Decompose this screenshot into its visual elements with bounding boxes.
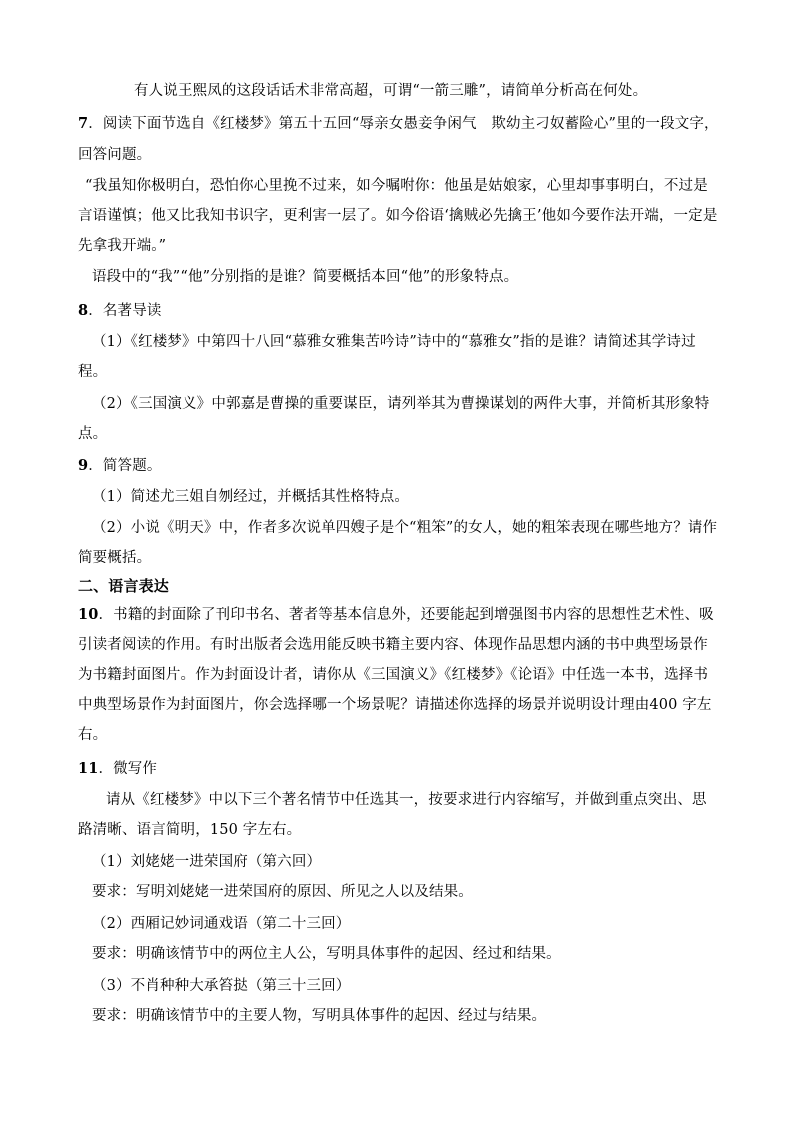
q11-option-1-req: 要求：写明刘姥姥一进荣国府的原因、所见之人以及结果。 — [92, 884, 473, 900]
q8-item-2-cont: 点。 — [78, 426, 108, 442]
q7-quote-line-3: 先拿我开端。” — [78, 238, 167, 254]
q9-title: 9．简答题。 — [78, 457, 162, 474]
q10-line-3: 为书籍封面图片。作为封面设计者，请你从《三国演义》《红楼梦》《论语》中任选一本书，选择书 — [78, 667, 709, 683]
q10-line-2: 引读者阅读的作用。有时出版者会选用能反映书籍主要内容、体现作品思想内涵的书中典型场景作 — [78, 637, 708, 653]
q8-item-1: （1）《红楼梦》中第四十八回“慕雅女雅集苦吟诗”诗中的“慕雅女”指的是谁？请简述其学诗过 — [92, 334, 696, 350]
q11-title: 11．微写作 — [78, 760, 158, 777]
q7-quote-line-2: 言语谨慎；他又比我知书识字，更利害一层了。如今俗语‘擒贼必先擒王’他如今要作法开端，一定是 — [78, 208, 718, 224]
question-number: 10 — [78, 606, 99, 623]
question-number: 7 — [78, 115, 89, 132]
q7-intro-cont: 回答问题。 — [78, 147, 152, 163]
q11-option-3-req: 要求：明确该情节中的主要人物，写明具体事件的起因、经过与结果。 — [92, 1008, 547, 1024]
q11-option-2-req: 要求：明确该情节中的两位主人公，写明具体事件的起因、经过和结果。 — [92, 946, 561, 962]
q6-prompt: 有人说王熙凤的这段话话术非常高超，可谓“一箭三雕”，请简单分析高在何处。 — [134, 83, 648, 99]
q11-line-1: 请从《红楼梦》中以下三个著名情节中任选其一，按要求进行内容缩写，并做到重点突出、思 — [106, 792, 707, 808]
q7-intro: 7．阅读下面节选自《红楼梦》第五十五回“辱亲女愚妾争闲气 欺幼主刁奴蓄险心”里的一段文字， — [78, 115, 719, 132]
q7-quote-line-1: “我虽知你极明白，恐怕你心里挽不过来，如今嘱咐你：他虽是姑娘家，心里却事事明白，不过是 — [85, 178, 708, 194]
q8-item-2: （2）《三国演义》中郭嘉是曹操的重要谋臣，请列举其为曹操谋划的两件大事，并简析其形象特 — [92, 396, 710, 412]
q9-item-2-cont: 简要概括。 — [78, 550, 152, 566]
q10-line-1: 10．书籍的封面除了刊印书名、著者等基本信息外，还要能起到增强图书内容的思想性艺术性、吸 — [78, 606, 714, 623]
q9-item-1: （1）简述尤三姐自刎经过，并概括其性格特点。 — [92, 489, 410, 505]
q11-line-2: 路清晰、语言简明，150 字左右。 — [78, 822, 302, 838]
question-number: 11 — [78, 760, 99, 777]
q8-item-1-cont: 程。 — [78, 364, 108, 380]
q9-item-2: （2）小说《明天》中，作者多次说单四嫂子是个“粗笨”的女人，她的粗笨表现在哪些地方？请作 — [92, 520, 718, 536]
q10-line-5: 右。 — [78, 727, 108, 743]
q7-prompt: 语段中的“我”“他”分别指的是谁？简要概括本回“他”的形象特点。 — [92, 269, 519, 285]
q11-option-1: （1）刘姥姥一进荣国府（第六回） — [92, 854, 322, 870]
q8-title: 8．名著导读 — [78, 302, 162, 319]
q11-option-2: （2）西厢记妙词通戏语（第二十三回） — [92, 916, 351, 932]
question-number: 8 — [78, 302, 89, 319]
q10-line-4: 中典型场景作为封面图片，你会选择哪一个场景呢？请描述你选择的场景并说明设计理由400 字左 — [78, 697, 712, 713]
q11-option-3: （3）不肖种种大承笞挞（第三十三回） — [92, 978, 351, 994]
question-number: 9 — [78, 457, 89, 474]
section-heading: 二、语言表达 — [78, 577, 169, 595]
